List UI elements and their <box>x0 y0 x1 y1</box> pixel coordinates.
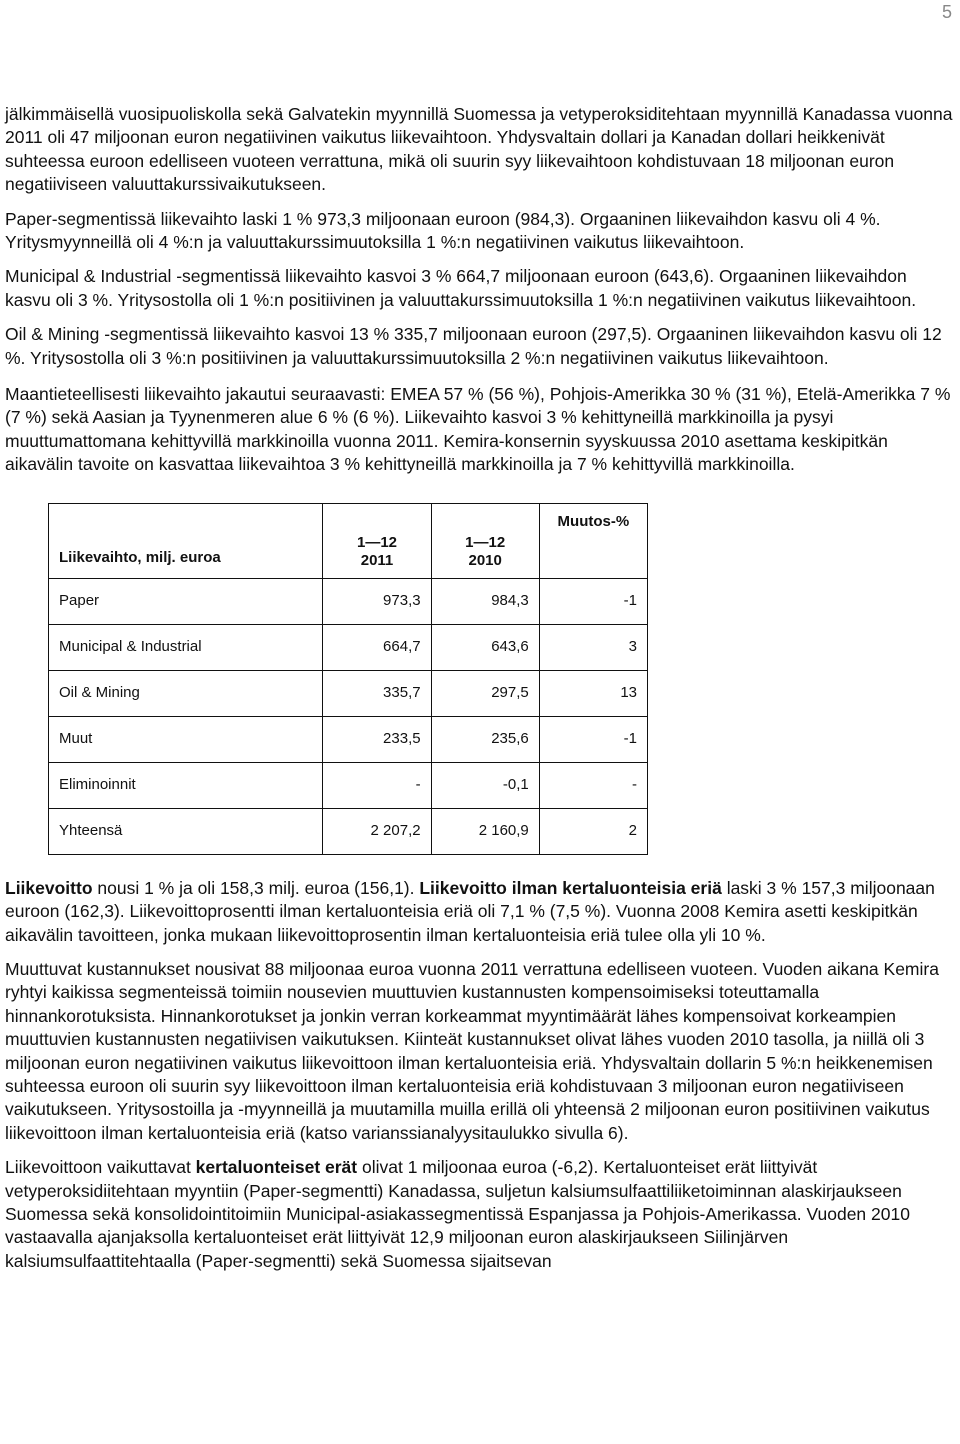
row-2011: 973,3 <box>323 578 431 624</box>
paper-paragraph: Paper-segmentissä liikevaihto laski 1 % 973,3 miljoonaan euroon (984,3). Orgaaninen liikevaihdon kasvu oli 4 %. Yritysmyynneillä oli 4 %:n ja valuuttakurssimuutoksilla 1 %:n negatiivinen vaikutus liikevaihtoon. <box>5 208 881 253</box>
row-label: Yhteensä <box>49 808 323 854</box>
header-2010-period: 1—12 <box>465 533 506 551</box>
row-2010: 643,6 <box>431 624 539 670</box>
row-change: - <box>539 762 647 808</box>
table-header-change: Muutos-% <box>539 503 647 578</box>
row-change: 2 <box>539 808 647 854</box>
row-2010: 984,3 <box>431 578 539 624</box>
oil-mining-paragraph: Oil & Mining -segmentissä liikevaihto kasvoi 13 % 335,7 miljoonaan euroon (297,5). Orgaaninen liikevaihdon kasvu oli 12 %. Yritysostolla oli 3 %:n positiivinen ja valuuttakurssimuutoksilla 2 %:n negatiivinen vaikutus liikevaihtoon. <box>5 324 942 368</box>
row-change: 13 <box>539 670 647 716</box>
municipal-paragraph: Municipal & Industrial -segmentissä liikevaihto kasvoi 3 % 664,7 miljoonaan euroon (643,6). Orgaaninen liikevaihdon kasvu oli 3 %. Yritysostolla oli 1 %:n positiivinen ja valuuttakurssimuutoksilla 1 %:n negatiivinen vaikutus liikevaihtoon. <box>5 266 917 310</box>
costs-paragraph: Muuttuvat kustannukset nousivat 88 miljoonaa euroa vuonna 2011 verrattuna edelliseen vuoteen. Vuoden aikana Kemira ryhtyi kaikissa segmenteissä toimiin nousevien muuttuvien kustannusten kompensoimiseksi toteuttamalla hinnankorotuksista. Hinnankorotukset ja jonkin verran korkeammat myyntimäärät lähes kompensoivat korkeampien muuttuvien kustannusten negatiivisen vaikutuksen. Kiinteät kustannukset olivat lähes vuoden 2010 tasolla, ja niillä oli 3 miljoonan euron negatiivinen vaikutus liikevoittoon ilman kertaluonteisia eriä. Yhdysvaltain dollarin 5 %:n heikkenemisen suhteessa euroon oli suurin syy liikevoittoon ilman kertaluonteisia eriä kohdistuvaan 3 miljoonan euron negatiiviseen vaikutukseen. Yritysostoilla ja -myynneillä ja muutamilla muilla erillä oli yhteensä 2 miljoonan euron positiivinen vaikutus liikevoittoon ilman kertaluonteisia eriä (katso varianssianalyysitaulukko sivulla 6). <box>5 958 939 1143</box>
row-2011: 335,7 <box>323 670 431 716</box>
row-2011: 2 207,2 <box>323 808 431 854</box>
table-row <box>49 808 648 854</box>
table-row <box>49 762 648 808</box>
nonrecurring-text-2: olivat 1 miljoonaa euroa (-6,2). Kertaluonteiset erät liittyivät vetyperoksidiitehtaan myyntiin (Paper-segmentti) Kanadassa, suljetun kalsiumsulfaattiliiketoiminnan alaskirjaukseen Suomessa sekä konsolidointitoimiin Municipal-asiakassegmentissä Espanjassa ja Pohjois-Amerikassa. Vuoden 2010 vastaavalla ajanjaksolla kertaluonteiset erät liittyivät 12,9 miljoonan euron alaskirjaukseen Siilinjärven kalsiumsulfaattitehtaalla (Paper-segmentti) sekä Suomessa sijaitsevan <box>5 1157 910 1271</box>
row-2010: 2 160,9 <box>431 808 539 854</box>
row-label: Muut <box>49 716 323 762</box>
page-number: 5 <box>941 2 952 22</box>
table-row <box>49 670 648 716</box>
ebit-text-1: nousi 1 % ja oli 158,3 milj. euroa (156,1). <box>92 877 420 898</box>
header-2011-year: 2011 <box>360 551 394 569</box>
row-2011: - <box>323 762 431 808</box>
nonrecurring-text-1: Liikevoittoon vaikuttavat <box>5 1157 196 1178</box>
revenue-table-wrapper <box>48 503 955 855</box>
table-header-2010 <box>431 503 539 578</box>
row-label: Municipal & Industrial <box>49 624 323 670</box>
table-header-2011 <box>323 503 431 578</box>
row-2011: 664,7 <box>323 624 431 670</box>
row-2011: 233,5 <box>323 716 431 762</box>
intro-paragraph: jälkimmäisellä vuosipuoliskolla sekä Galvatekin myynnillä Suomessa ja vetyperoksiditehtaan myynnillä Kanadassa vuonna 2011 oli 47 miljoonan euron negatiivinen vaikutus liikevaihtoon. Yhdysvaltain dollari ja Kanadan dollari heikkenivät suhteessa euroon edelliseen vuoteen verrattuna, mikä oli suurin syy liikevaihtoon kohdistuvaan 18 miljoonan euron negatiiviseen valuuttakurssivaikutukseen. <box>5 104 953 195</box>
geography-paragraph: Maantieteellisesti liikevaihto jakautui seuraavasti: EMEA 57 % (56 %), Pohjois-Amerikka 30 % (31 %), Etelä-Amerikka 7 % (7 %) sekä Aasian ja Tyynenmeren alue 6 % (6 %). Liikevaihto kasvoi 3 % kehittyneillä markkinoilla ja pysyi muuttumattomana kehittyvillä markkinoilla vuonna 2011. Kemira-konsernin syyskuussa 2010 asettama keskipitkän aikavälin tavoite on kasvattaa liikevaihtoa 3 % kehittyneillä markkinoilla ja 7 % kehittyvillä markkinoilla. <box>5 384 951 475</box>
table-header-label: Liikevaihto, milj. euroa <box>49 503 323 578</box>
row-2010: 235,6 <box>431 716 539 762</box>
table-row <box>49 578 648 624</box>
table-header-row <box>49 503 648 578</box>
row-label: Eliminoinnit <box>49 762 323 808</box>
ebit-text-2: laski 3 % 157,3 miljoonaan euroon (162,3). Liikevoittoprosentti ilman kertaluonteisia eriä oli 7,1 % (7,5 %). Vuonna 2008 Kemira asetti keskipitkän aikavälin tavoitteen, jonka mukaan liikevoittoprosentin ilman kertaluonteisia eriä tulee olla yli 10 %. <box>5 877 935 945</box>
ebit-paragraph <box>5 877 955 947</box>
table-row <box>49 624 648 670</box>
row-change: 3 <box>539 624 647 670</box>
ebit-bold-term: Liikevoitto <box>5 877 93 898</box>
row-change: -1 <box>539 716 647 762</box>
revenue-table <box>48 503 648 855</box>
row-2010: 297,5 <box>431 670 539 716</box>
row-2010: -0,1 <box>431 762 539 808</box>
document-body <box>5 103 955 1284</box>
row-label: Oil & Mining <box>49 670 323 716</box>
header-2010-year: 2010 <box>468 551 502 569</box>
table-row <box>49 716 648 762</box>
ebit-excl-bold-term: Liikevoitto ilman kertaluonteisia eriä <box>419 877 722 898</box>
nonrecurring-paragraph <box>5 1156 955 1273</box>
row-label: Paper <box>49 578 323 624</box>
row-change: -1 <box>539 578 647 624</box>
header-2011-period: 1—12 <box>356 533 398 551</box>
nonrecurring-bold-term: kertaluonteiset erät <box>195 1157 358 1178</box>
